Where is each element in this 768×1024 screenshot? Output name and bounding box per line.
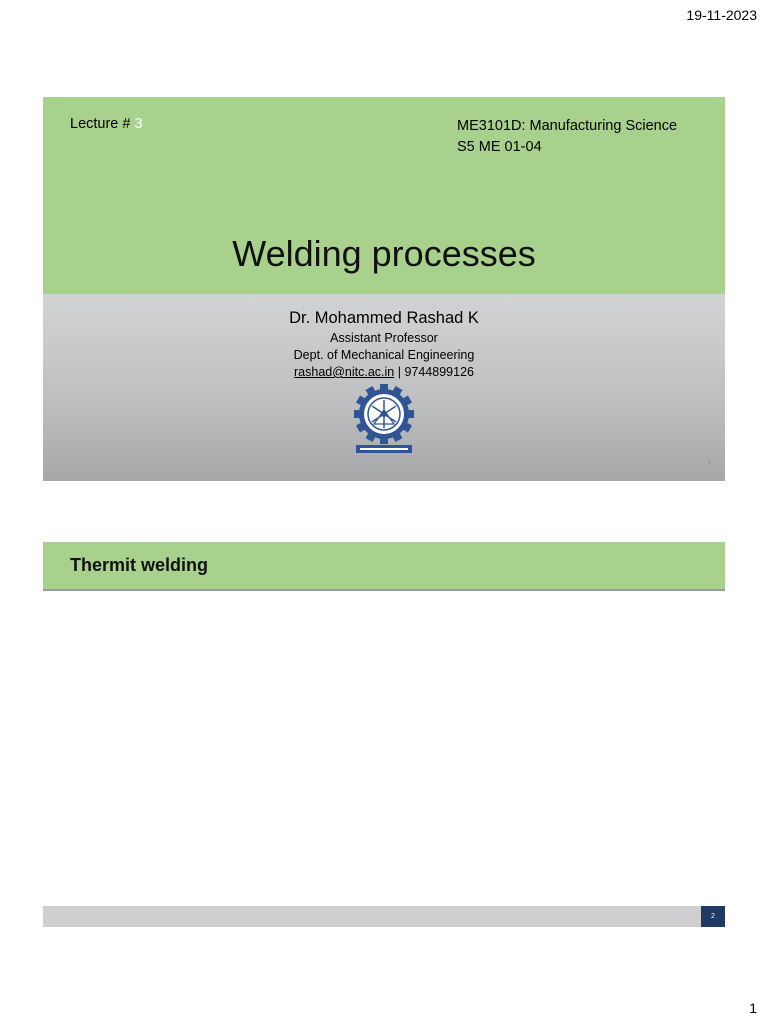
presenter-email-link[interactable]: rashad@nitc.ac.in [294, 365, 395, 379]
slide-number-badge: 2 [701, 906, 725, 927]
presenter-name: Dr. Mohammed Rashad K [289, 309, 479, 327]
content-slide-header [43, 542, 725, 591]
presenter-designation: Assistant Professor [330, 331, 438, 345]
page-date: 19-11-2023 [686, 7, 757, 23]
presenter-contact [43, 364, 725, 381]
content-slide-title: Thermit welding [70, 555, 209, 575]
course-info [457, 116, 677, 158]
course-batch: S5 ME 01-04 [457, 139, 542, 155]
contact-separator: | [394, 365, 405, 379]
lecture-number: 3 [134, 116, 143, 132]
course-code: ME3101D: Manufacturing Science [457, 118, 678, 134]
slide-number: 1 [707, 459, 711, 466]
content-slide-footer [43, 906, 725, 927]
title-slide-header-band [43, 97, 725, 294]
slide-title: Welding processes [232, 233, 536, 274]
presenter-department: Dept. of Mechanical Engineering [293, 348, 475, 362]
title-slide [43, 97, 725, 481]
content-slide [43, 542, 725, 927]
nitc-logo-icon [352, 384, 416, 456]
presenter-phone: 9744899126 [404, 365, 474, 379]
lecture-label [70, 116, 143, 132]
presenter-block [43, 307, 725, 381]
lecture-label-text: Lecture # [70, 116, 131, 132]
page-number: 1 [749, 1000, 757, 1016]
